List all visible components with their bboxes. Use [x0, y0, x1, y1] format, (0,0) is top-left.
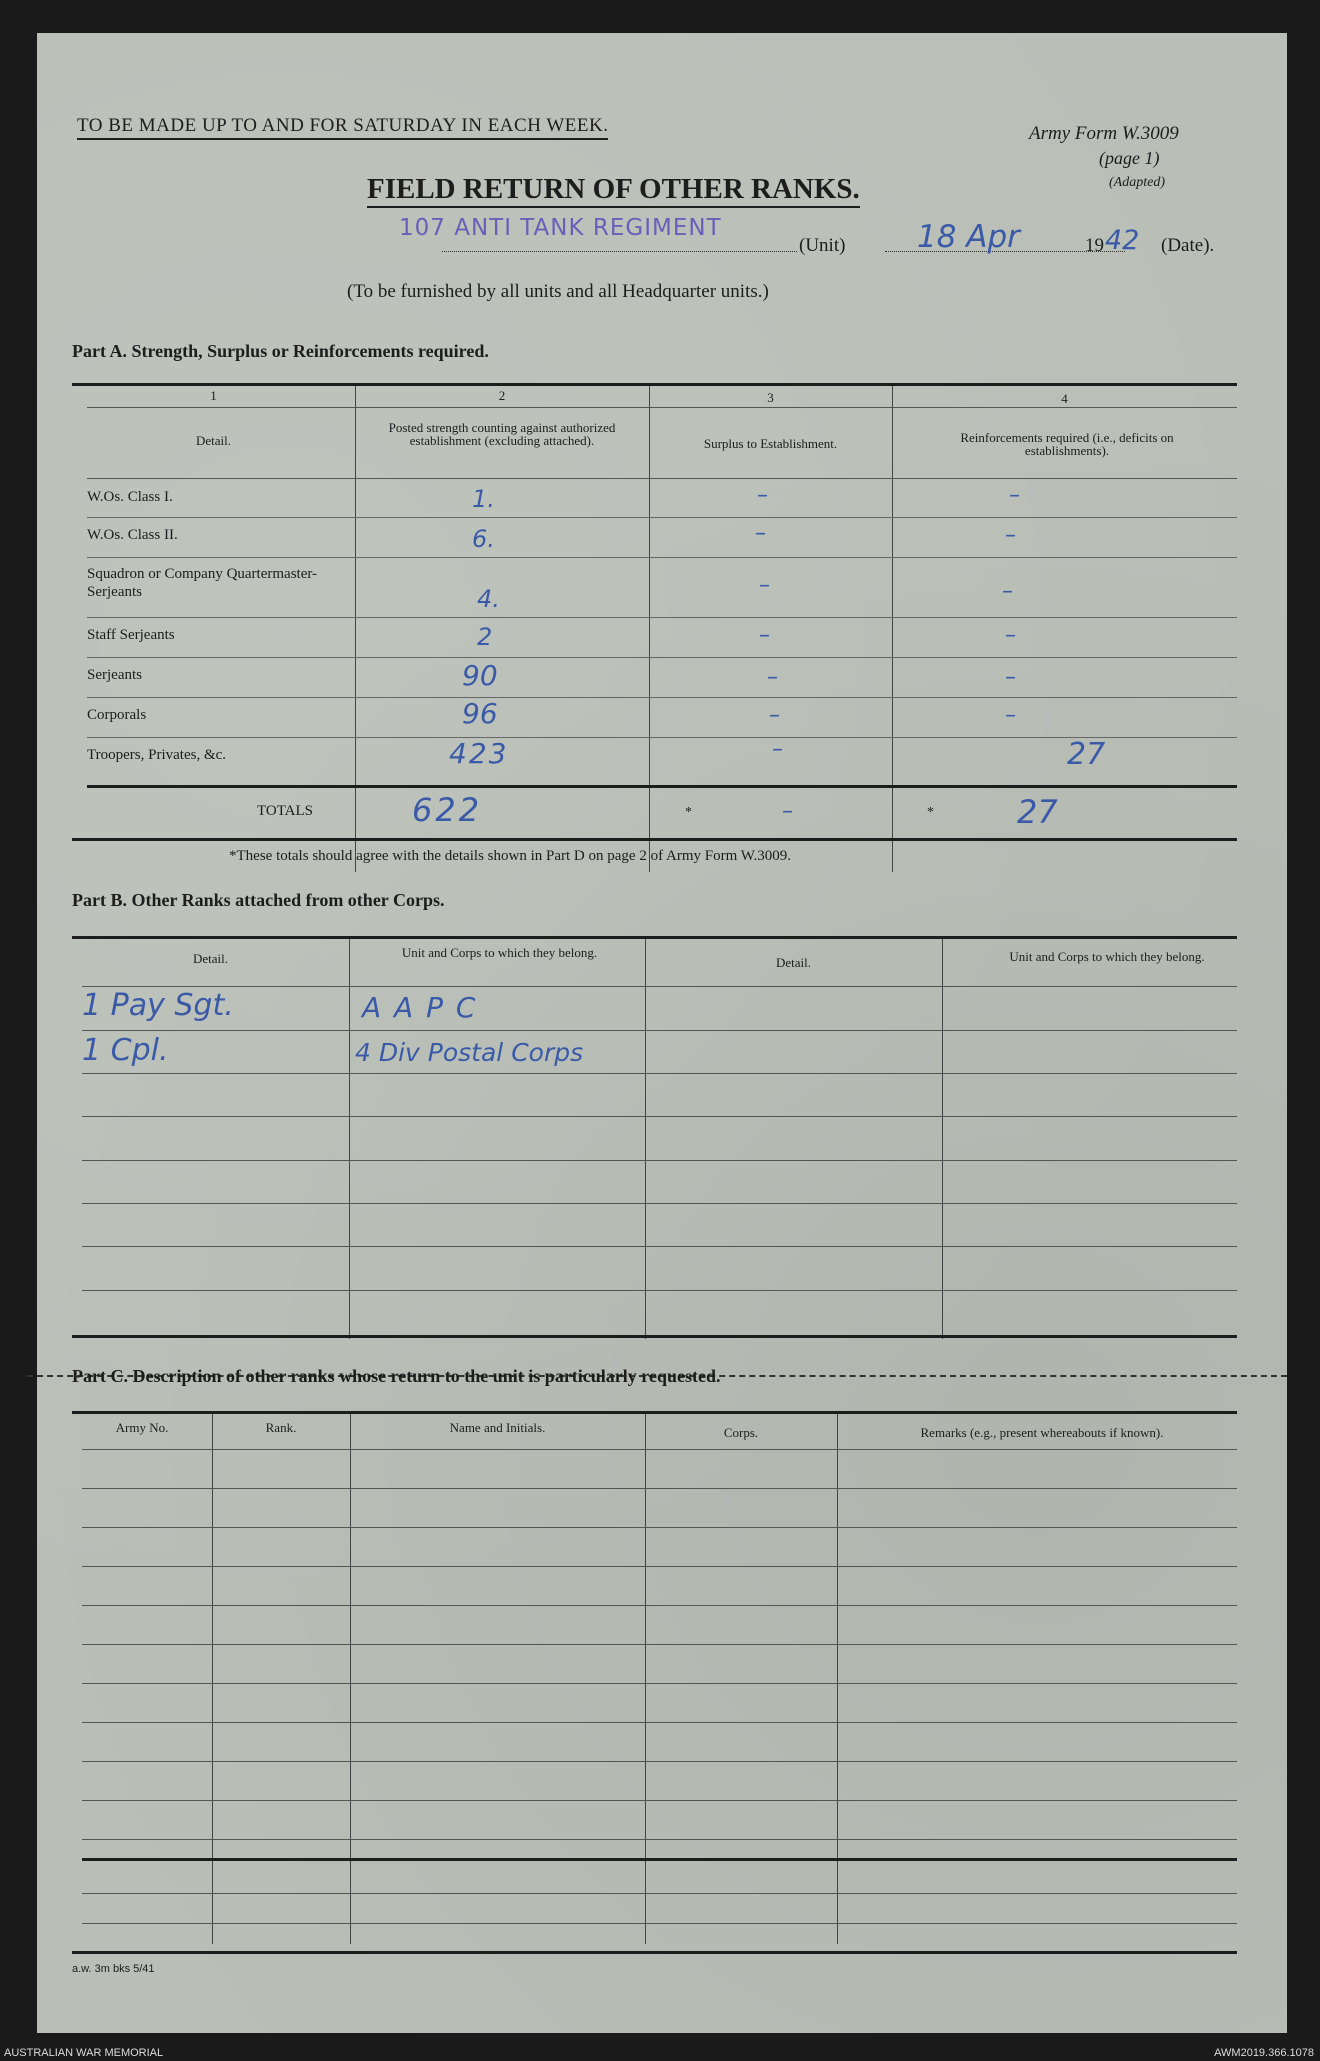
row-surplus: – [759, 623, 770, 648]
partc-col-remarks: Remarks (e.g., present whereabouts if known). [920, 1425, 1164, 1440]
row-posted: 6. [472, 525, 495, 553]
table-row [87, 617, 1237, 658]
row-reinf: 27 [1067, 737, 1106, 772]
table-row [87, 557, 1237, 618]
col-header-surplus: Surplus to Establishment. [703, 436, 838, 451]
row-detail: Squadron or Company Quartermaster-Serjeants [87, 566, 318, 600]
partc-col-corps: Corps. [723, 1425, 759, 1440]
table-row [87, 697, 1237, 738]
form-paper [37, 33, 1287, 2033]
table-row [87, 517, 1237, 558]
row-reinf: – [1002, 579, 1013, 604]
asterisk-surplus: * [685, 805, 692, 820]
strength-table [87, 479, 1237, 819]
row-posted: 1. [472, 485, 495, 513]
table-row [87, 479, 1237, 518]
table-row [87, 737, 1237, 777]
year-handwritten: 42 [1105, 225, 1140, 256]
date-label: (Date). [1161, 235, 1215, 256]
col-number-4: 4 [1061, 391, 1068, 406]
form-title: FIELD RETURN OF OTHER RANKS. [367, 173, 860, 208]
row-reinf: – [1009, 483, 1020, 508]
row-surplus: – [759, 573, 770, 598]
row-detail: Staff Serjeants [87, 627, 175, 643]
partb-col-detail-1: Detail. [192, 951, 228, 966]
row-posted: 2 [477, 623, 493, 651]
partb-col-detail-2: Detail. [775, 955, 811, 970]
credit-right: AWM2019.366.1078 [1214, 2047, 1314, 2059]
col-header-reinforcements: Reinforcements required (i.e., deficits on establishments). [960, 430, 1174, 458]
unit-label: (Unit) [799, 235, 846, 256]
table-row [87, 657, 1237, 698]
instruction-text: TO BE MADE UP TO AND FOR SATURDAY IN EACH WEEK. [77, 115, 608, 140]
form-reference: Army Form W.3009 [1029, 123, 1179, 144]
totals-label: TOTALS [257, 803, 314, 819]
totals-posted: 622 [412, 791, 483, 829]
col-number-2: 2 [498, 388, 506, 403]
partA-footnote: *These totals should agree with the details shown in Part D on page 2 of Army Form W.3009. [229, 848, 792, 864]
totals-surplus: – [782, 799, 793, 824]
part-b-heading: Part B. Other Ranks attached from other Corps. [72, 890, 445, 910]
row-detail: Corporals [87, 707, 147, 723]
row-posted: 90 [462, 659, 498, 692]
partb-entry-detail: 1 Cpl. [82, 1033, 169, 1068]
partc-col-rank: Rank. [265, 1420, 297, 1435]
partb-entry-detail: 1 Pay Sgt. [82, 988, 234, 1023]
row-reinf: – [1005, 665, 1016, 690]
totals-reinf: 27 [1017, 793, 1058, 831]
partb-col-unit-1: Unit and Corps to which they belong. [401, 945, 598, 960]
row-posted: 4. [477, 585, 500, 613]
col-number-1: 1 [210, 388, 217, 403]
row-surplus: – [755, 521, 766, 546]
row-detail: W.Os. Class II. [87, 527, 178, 543]
partb-entry-unit: 4 Div Postal Corps [355, 1038, 584, 1067]
partb-entry-unit: A A P C [362, 991, 478, 1024]
row-posted: 96 [462, 697, 498, 730]
print-code: a.w. 3m bks 5/41 [72, 1963, 155, 1975]
row-surplus: – [757, 483, 768, 508]
partb-col-unit-2: Unit and Corps to which they belong. [1009, 949, 1205, 964]
unit-stamp: 107 ANTI TANK REGIMENT [399, 215, 722, 241]
row-reinf: – [1005, 623, 1016, 648]
part-c-heading: Part C. Description of other ranks whose return to the unit is particularly requested. [72, 1366, 721, 1386]
row-surplus: – [772, 737, 783, 762]
row-detail: W.Os. Class I. [87, 489, 173, 505]
furnish-note: (To be furnished by all units and all Headquarter units.) [347, 281, 769, 302]
row-reinf: – [1005, 523, 1016, 548]
credit-bar [0, 2047, 1320, 2061]
row-reinf: – [1005, 703, 1016, 728]
credit-left: AUSTRALIAN WAR MEMORIAL [4, 2047, 164, 2059]
form-page: (page 1) [1099, 148, 1160, 168]
asterisk-reinf: * [927, 805, 934, 820]
partc-col-army-no: Army No. [115, 1420, 169, 1435]
row-surplus: – [767, 665, 778, 690]
row-surplus: – [769, 703, 780, 728]
col-header-posted: Posted strength counting against authorized establishment (excluding attached). [388, 420, 616, 448]
part-a-heading: Part A. Strength, Surplus or Reinforcements required. [72, 341, 489, 361]
row-detail: Serjeants [87, 667, 142, 683]
row-posted: 423 [449, 737, 509, 770]
form-adapted: (Adapted) [1109, 175, 1165, 190]
partc-col-name: Name and Initials. [449, 1420, 546, 1435]
row-detail: Troopers, Privates, &c. [87, 747, 227, 763]
year-prefix: 19 [1085, 235, 1104, 256]
date-handwritten: 18 Apr [917, 219, 1020, 255]
col-header-detail: Detail. [195, 433, 231, 448]
col-number-3: 3 [767, 390, 774, 405]
